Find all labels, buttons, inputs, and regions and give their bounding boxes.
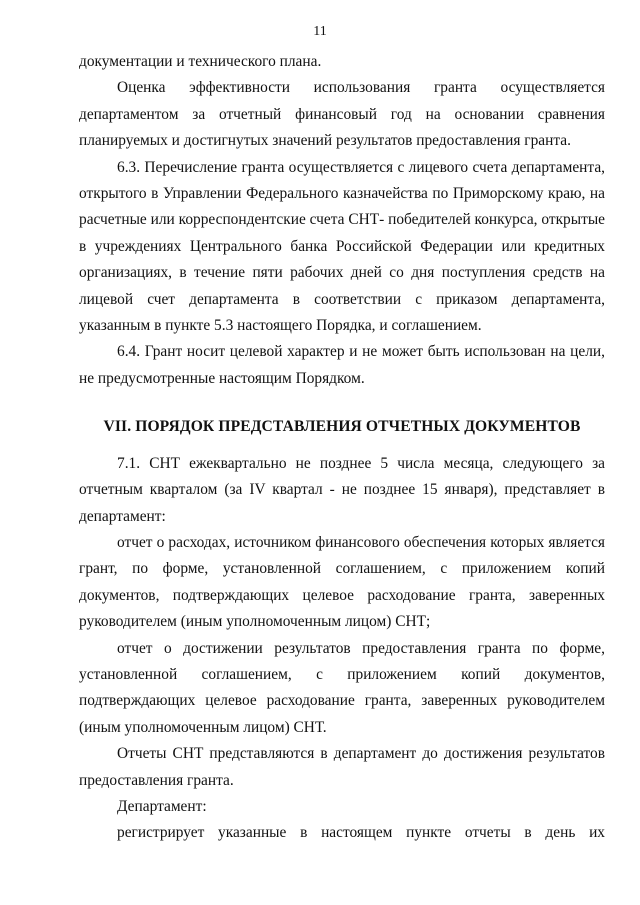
paragraph-department-label: Департамент: (117, 797, 207, 815)
paragraph-evaluation: Оценка эффективности использования гранта осуществляется департаментом за отчетный финансовый год на основании сравнения планируемых и достигнутых значений результатов предоставления гранта. (79, 79, 605, 150)
paragraph-7-1: 7.1. СНТ ежеквартально не позднее 5 числа месяца, следующего за отчетным кварталом (за IV квартал - не позднее 15 января), представляет в департамент: (79, 454, 605, 525)
paragraph-6-4: 6.4. Грант носит целевой характер и не может быть использован на цели, не предусмотренные настоящим Порядком. (79, 343, 605, 387)
section-heading: VII. ПОРЯДОК ПРЕДСТАВЛЕНИЯ ОТЧЕТНЫХ ДОКУМЕНТОВ (103, 418, 581, 436)
document-body (79, 49, 605, 847)
paragraph-continuation: документации и технического плана. (79, 53, 322, 70)
paragraph-registers: регистрирует указанные в настоящем пункте отчеты в день их (117, 824, 605, 842)
paragraph-results-report: отчет о достижении результатов предоставления гранта по форме, установленной соглашением, с приложением копий документов, подтверждающих целевое расходование гранта, заверенных руководителем (иным уполномоченным лицом) СНТ. (79, 639, 605, 736)
paragraph-expense-report: отчет о расходах, источником финансового обеспечения которых является грант, по форме, установленной соглашением, с приложением копий документов, подтверждающих целевое расходование гранта, заверенных руководителем (иным уполномоченным лицом) СНТ; (79, 533, 605, 631)
paragraph-6-3: 6.3. Перечисление гранта осуществляется с лицевого счета департамента, открытого в Управлении Федерального казначейства по Приморскому краю, на расчетные или корреспондентские счета СНТ- победителей конкурса, открытые в учреждениях Центрального банка Российской Федерации или кредитных организациях, в течение пяти рабочих дней со дня поступления средств на лицевой счет департамента в соответствии с приказом департамента, указанным в пункте 5.3 настоящего Порядка, и соглашением. (79, 158, 605, 335)
page-number: 11 (313, 24, 327, 39)
paragraph-reports-submission: Отчеты СНТ представляются в департамент до достижения результатов предоставления гранта. (79, 745, 605, 789)
